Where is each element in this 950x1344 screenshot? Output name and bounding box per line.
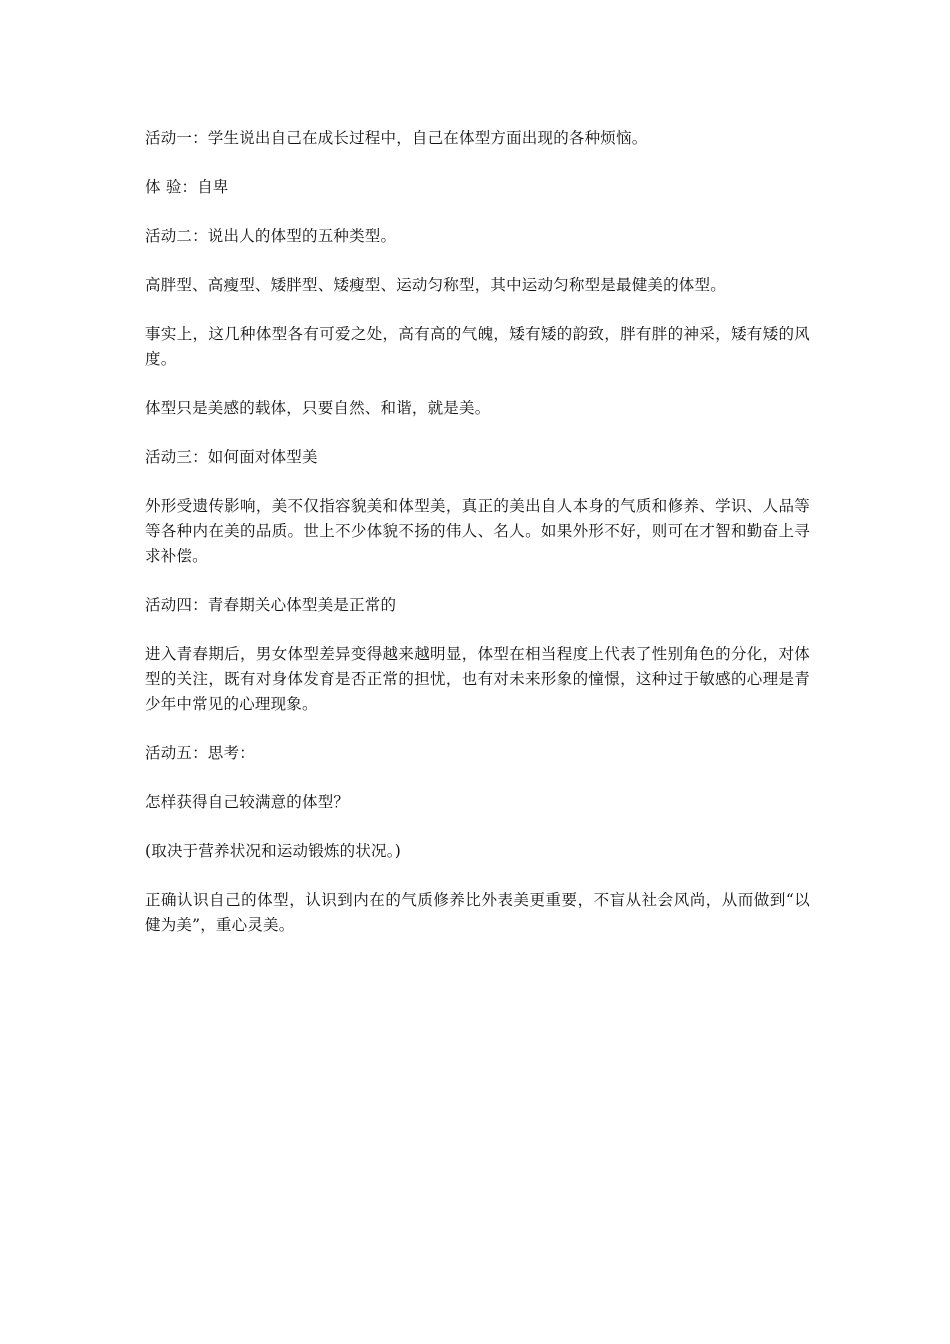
- question-paragraph: 怎样获得自己较满意的体型？: [145, 793, 350, 811]
- puberty-paragraph: 进入青春期后，男女体型差异变得越来越明显，体型在相当程度上代表了性别角色的分化，对体型的关注，既有对身体发育是否正常的担忧，也有对未来形象的憧憬，这种过于敏感的心理是青少年中常见的心理现象。: [145, 645, 810, 713]
- body-types-paragraph: 高胖型、高瘦型、矮胖型、矮瘦型、运动匀称型，其中运动匀称型是最健美的体型。: [145, 276, 726, 294]
- inner-beauty-paragraph: 外形受遗传影响，美不仅指容貌美和体型美，真正的美出自人本身的气质和修养、学识、人品等等各种内在美的品质。世上不少体貌不扬的伟人、名人。如果外形不好，则可在才智和勤奋上寻求补偿。: [145, 497, 810, 565]
- document-body: [145, 126, 810, 962]
- conclusion-paragraph: 正确认识自己的体型，认识到内在的气质修养比外表美更重要，不盲从社会风尚，从而做到“以健为美”，重心灵美。: [145, 891, 810, 934]
- activity-4-paragraph: 活动四：青春期关心体型美是正常的: [145, 596, 397, 614]
- experience-paragraph: 体 验：自卑: [145, 178, 229, 196]
- activity-3-paragraph: 活动三：如何面对体型美: [145, 448, 318, 466]
- answer-paragraph: (取决于营养状况和运动锻炼的状况。): [145, 842, 401, 860]
- beauty-carrier-paragraph: 体型只是美感的载体，只要自然、和谐，就是美。: [145, 399, 491, 417]
- activity-1-paragraph: 活动一：学生说出自己在成长过程中，自己在体型方面出现的各种烦恼。: [145, 129, 648, 147]
- activity-5-paragraph: 活动五：思考：: [145, 744, 255, 762]
- activity-2-paragraph: 活动二：说出人的体型的五种类型。: [145, 227, 397, 245]
- fact-paragraph: 事实上，这几种体型各有可爱之处，高有高的气魄，矮有矮的韵致，胖有胖的神采，矮有矮的风度。: [145, 325, 810, 368]
